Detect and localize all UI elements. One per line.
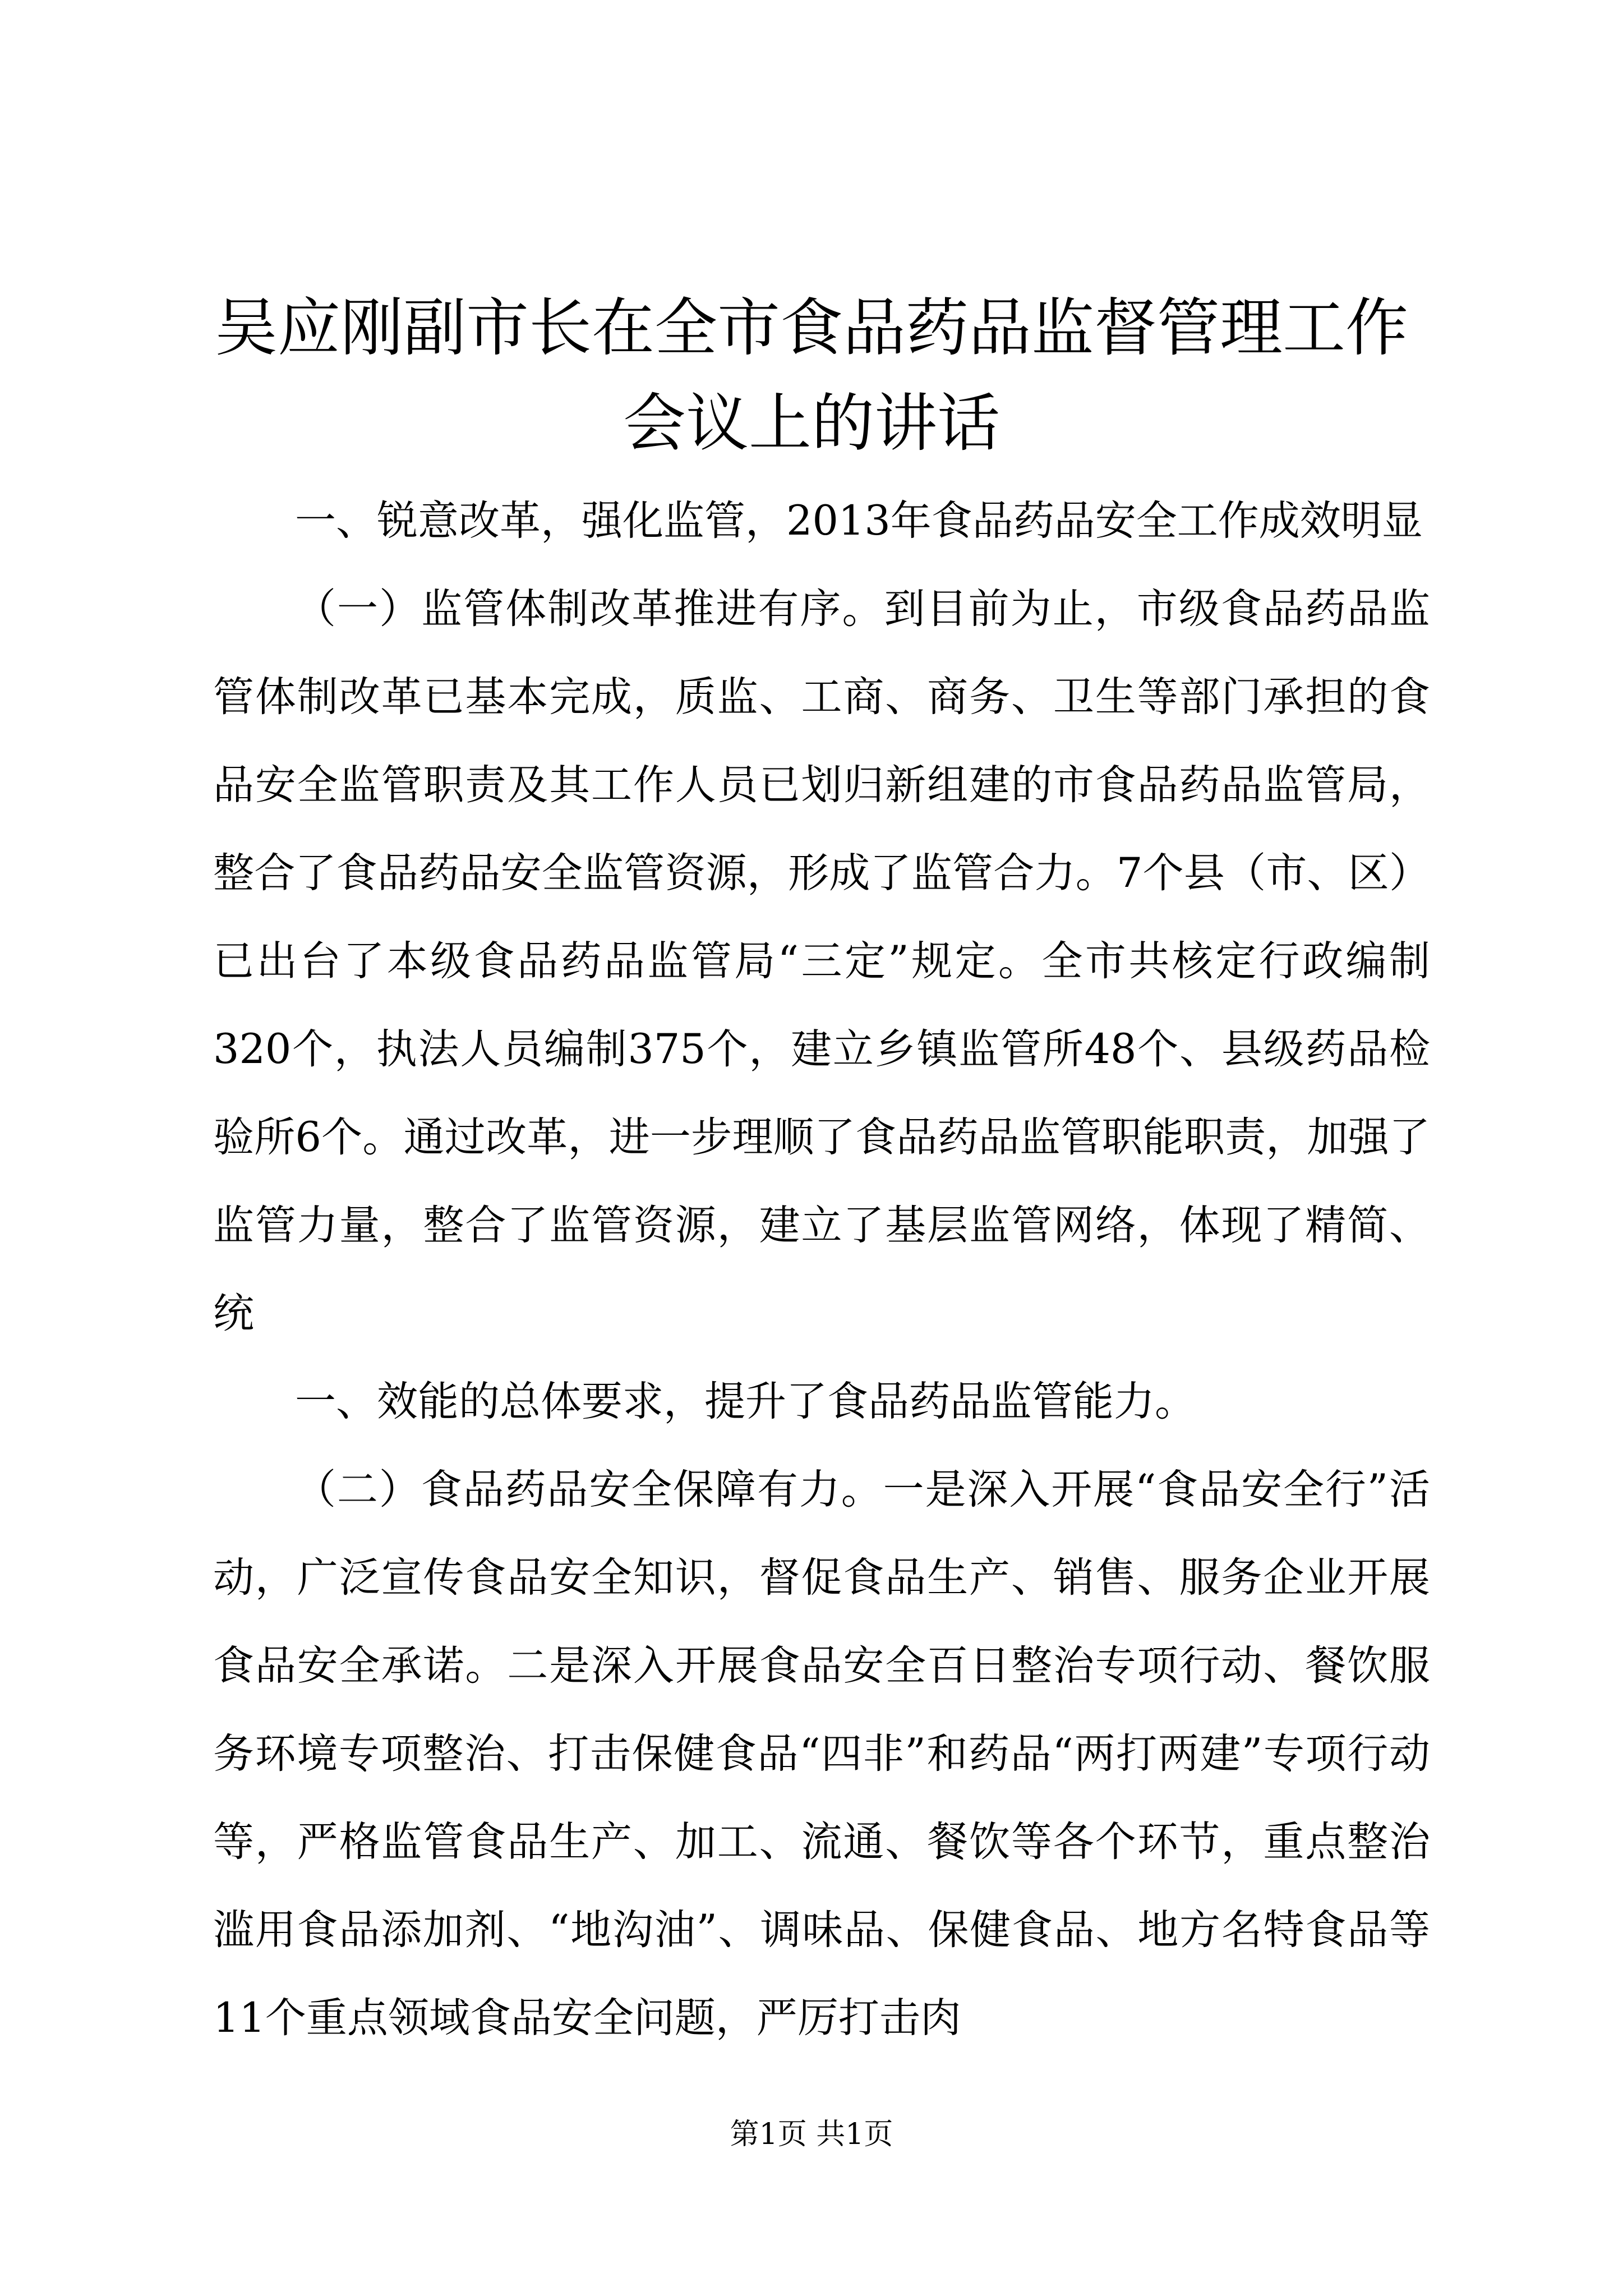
body-paragraph: （一）监管体制改革推进有序。到目前为止，市级食品药品监管体制改革已基本完成，质监、工商、商务、卫生等部门承担的食品安全监管职责及其工作人员已划归新组建的市食品药品监管局，整合了食品药品安全监管资源，形成了监管合力。7个县（市、区）已出台了本级食品药品监管局“三定”规定。全市共核定行政编制320个，执法人员编制375个，建立乡镇监管所48个、县级药品检验所6个。通过改革，进一步理顺了食品药品监管职能职责，加强了监管力量，整合了监管资源，建立了基层监管网络，体现了精简、统 <box>213 585 1430 1337</box>
page-footer: 第1页 共1页 <box>730 2118 893 2151</box>
page-title: 吴应刚副市长在全市食品药品监督管理工作会议上的讲话 <box>215 292 1408 460</box>
section-heading: 一、锐意改革，强化监管，2013年食品药品安全工作成效明显 <box>295 497 1423 545</box>
body-paragraph: （二）食品药品安全保障有力。一是深入开展“食品安全行”活动，广泛宣传食品安全知识，督促食品生产、销售、服务企业开展食品安全承诺。二是深入开展食品安全百日整治专项行动、餐饮服务环境专项整治、打击保健食品“四非”和药品“两打两建”专项行动等，严格监管食品生产、加工、流通、餐饮等各个环节，重点整治滥用食品添加剂、“地沟油”、调味品、保健食品、地方名特食品等11个重点领域食品安全问题，严厉打击肉 <box>213 1466 1430 2042</box>
body-paragraph: 一、效能的总体要求，提升了食品药品监管能力。 <box>295 1378 1196 1425</box>
document-body <box>213 477 1430 2062</box>
